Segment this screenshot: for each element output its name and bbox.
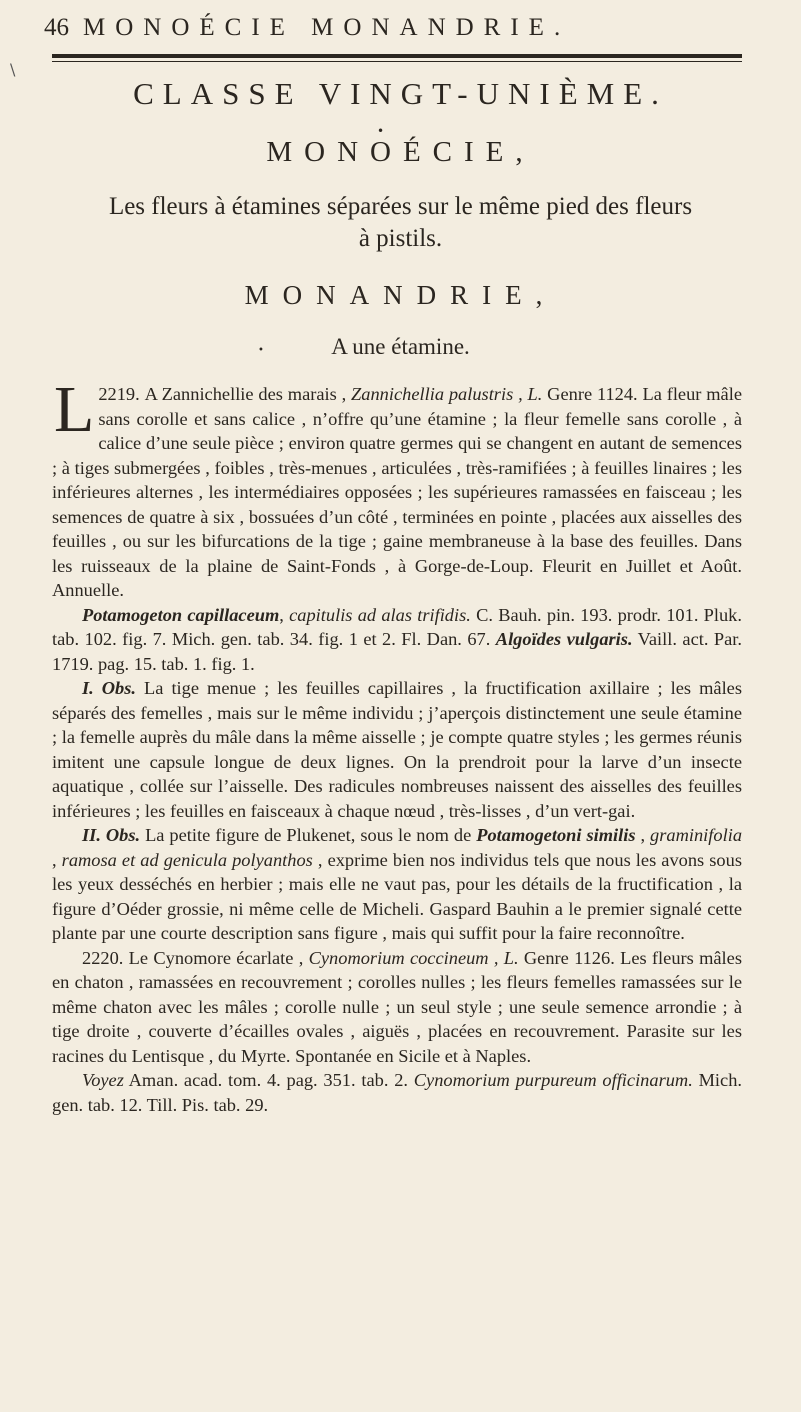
ornament-dot-small: •: [258, 345, 264, 356]
synonyms: Potamogeton capillaceum, capitulis ad alas trifidis. C. Bauh. pin. 193. prodr. 101. Pluk. tab. 102. fig. 7. Mich. gen. tab. 34. fig. 1 et 2. Fl. Dan. 67. Algoïdes vulgaris. Vaill. act. Par. 1719. pag. 15. tab. 1. fig. 1.: [52, 604, 743, 674]
ornament-dot: •: [377, 124, 385, 138]
running-title: MONOÉCIE MONANDRIE.: [83, 14, 571, 41]
article-number: 2219.: [98, 384, 140, 404]
article-2220: 2220. Le Cynomore écarlate , Cynomorium coccineum , L. Genre 1126. Les fleurs mâles en chaton , ramassées en recouvrement ; corolles nulles ; les fleurs femelles ramassées sur le même chaton avec les mâles ; corolle nulle ; un seul style ; une seule semence arrondie ; à tige droite , couverte d’écailles ovales , aiguës , placées en recouvrement. Parasite sur les racines du Lentisque , du Myrte. Spontanée en Sicile et à Naples.: [52, 947, 742, 1066]
latin-name: Zannichellia palustris , L.: [351, 384, 543, 404]
class-description-line-2: à pistils.: [358, 225, 443, 252]
header-rule-thin: [52, 61, 742, 62]
observation-1: I. Obs. La tige menue ; les feuilles capillaires , la fructification axillaire ; les mâles séparés des femelles , mais sur le même individu ; j’aperçois distinctement une seule étamine ; la femelle auprès du mâle dans la même aisselle ; je compte quatre styles ; les germes réunis imitent une capsule longue de deux lignes. On la prendroit pour la larve d’un insecte aquatique , collée sur l’aisselle. Des radicules nombreuses naissent des aisselles des feuilles inférieures ; les feuilles en faisceaux à chaque nœud , très-lisses , d’un vert-gai.: [52, 678, 743, 821]
drop-cap: L: [54, 373, 95, 446]
observation-2: II. Obs. La petite figure de Plukenet, sous le nom de Potamogetoni similis , graminifolia , ramosa et ad genicula polyanthos , exprime bien nos individus tels que nous les avons sous les yeux desséchés en herbier ; mais elle ne vaut pas, pour les détails de la fructification , la figure d’Oéder grossie, ni même celle de Micheli. Gaspard Bauhin a le premier signalé cette plante par une courte description sans figure , mais qui suffit pour la faire reconnoître.: [52, 825, 743, 943]
order-name: MONANDRIE,: [244, 280, 557, 310]
article-2220-references: Voyez Aman. acad. tom. 4. pag. 351. tab. 2. Cynomorium purpureum officinarum. Mich. gen. tab. 12. Till. Pis. tab. 29.: [52, 1070, 742, 1115]
article-2219: 2219. L A Zannichellie des marais , Zannichellia palustris , L. Genre 1124. La fleur mâle sans corolle et sans calice , n’offre qu’une étamine ; la fleur femelle sans corolle , à calice d’une seule pièce ; environ quatre germes qui se changent en autant de semences ; à tiges submergées , foibles , très-menues , articulées , très-ramifiées ; à feuilles linaires ; les inférieures alternes , les intermédiaires opposées ; les supérieures ramassées en faisceau ; les semences de quatre à six , bossuées d’un côté , terminées en pointe , placées aux aisselles des feuilles , ou sur les bifurcations de la tige ; gaine membraneuse à la base des feuilles. Dans les ruisseaux de la plaine de Saint-Fonds , à Gorge-de-Loup. Fleurit en Juillet et Août. Annuelle.: [52, 373, 742, 600]
order-description: A une étamine.: [331, 334, 470, 359]
class-name: MONOÉCIE,: [266, 136, 535, 168]
page-number: 46: [44, 14, 69, 41]
class-description-line-1: Les fleurs à étamines séparées sur le même pied des fleurs: [108, 193, 693, 220]
header-rule-thick: [52, 54, 742, 58]
class-heading: CLASSE VINGT-UNIÈME.: [133, 76, 668, 111]
body-text: [52, 373, 743, 1117]
margin-mark: \: [10, 60, 16, 79]
running-head: [44, 14, 784, 42]
